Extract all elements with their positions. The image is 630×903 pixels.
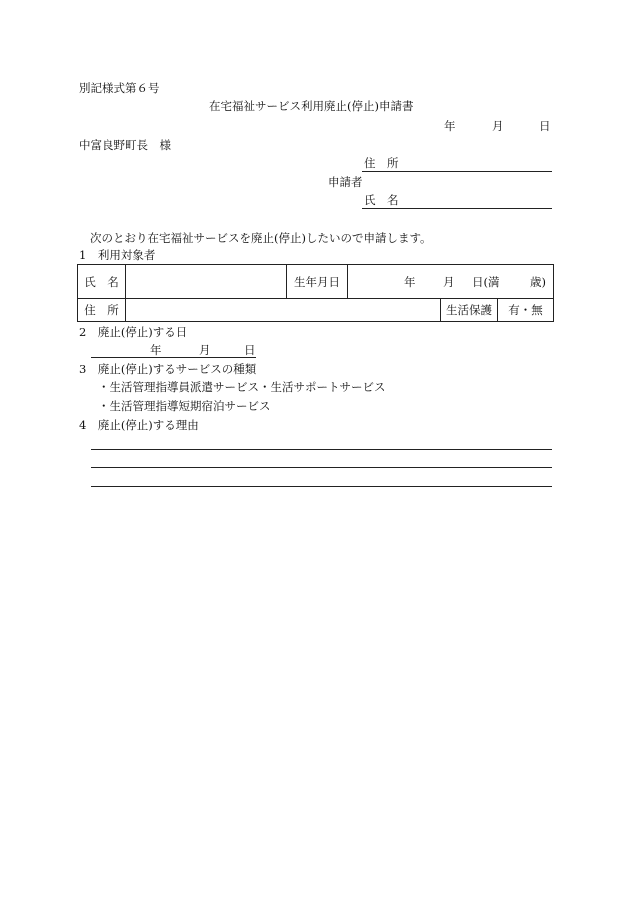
beneficiary-name-field[interactable] bbox=[126, 265, 287, 299]
beneficiary-address-label-cell bbox=[78, 299, 126, 322]
applicant-label: 申請者 bbox=[328, 175, 363, 189]
form-number: 別記様式第６号 bbox=[79, 81, 160, 95]
beneficiary-name-label-cell bbox=[78, 265, 126, 299]
dob-day: 日(満 bbox=[472, 275, 500, 289]
dob-year: 年 bbox=[404, 275, 416, 289]
beneficiary-address-label: 住 所 bbox=[84, 303, 119, 317]
applicant-name-line[interactable] bbox=[362, 208, 552, 209]
reason-line-1[interactable] bbox=[91, 449, 552, 450]
section4-heading: 4 廃止(停止)する理由 bbox=[79, 418, 199, 432]
welfare-label: 生活保護 bbox=[446, 303, 492, 317]
applicant-name-label: 氏 名 bbox=[364, 193, 399, 207]
date-year: 年 bbox=[444, 119, 456, 133]
section1-heading: 1 利用対象者 bbox=[79, 248, 156, 262]
dob-field[interactable] bbox=[348, 265, 554, 299]
welfare-choice[interactable] bbox=[498, 299, 554, 322]
reason-line-3[interactable] bbox=[91, 486, 552, 487]
welfare-label-cell bbox=[441, 299, 498, 322]
dob-month: 月 bbox=[443, 275, 455, 289]
applicant-address-label: 住 所 bbox=[364, 156, 399, 170]
section2-heading: 2 廃止(停止)する日 bbox=[79, 325, 188, 339]
dob-label-cell bbox=[287, 265, 348, 299]
section3-heading: 3 廃止(停止)するサービスの種類 bbox=[79, 362, 257, 376]
dob-label: 生年月日 bbox=[294, 274, 340, 289]
beneficiary-table bbox=[77, 264, 554, 322]
stop-date-month: 月 bbox=[199, 343, 211, 357]
applicant-address-line[interactable] bbox=[362, 171, 552, 172]
date-month: 月 bbox=[492, 119, 504, 133]
welfare-value: 有・無 bbox=[508, 303, 543, 317]
service-item-2: ・生活管理指導短期宿泊サービス bbox=[98, 399, 271, 413]
reason-line-2[interactable] bbox=[91, 467, 552, 468]
service-item-1: ・生活管理指導員派遣サービス・生活サポートサービス bbox=[98, 380, 386, 394]
form-title: 在宅福祉サービス利用廃止(停止)申請書 bbox=[209, 99, 414, 113]
addressee: 中富良野町長 様 bbox=[79, 138, 171, 152]
beneficiary-name-label: 氏 名 bbox=[84, 274, 119, 289]
date-day: 日 bbox=[539, 119, 551, 133]
stop-date-day: 日 bbox=[244, 343, 256, 357]
age-unit: 歳) bbox=[530, 275, 546, 289]
beneficiary-address-field[interactable] bbox=[126, 299, 441, 322]
intro-text: 次のとおり在宅福祉サービスを廃止(停止)したいので申請します。 bbox=[90, 231, 432, 245]
stop-date-line[interactable] bbox=[91, 357, 256, 358]
stop-date-year: 年 bbox=[150, 343, 162, 357]
